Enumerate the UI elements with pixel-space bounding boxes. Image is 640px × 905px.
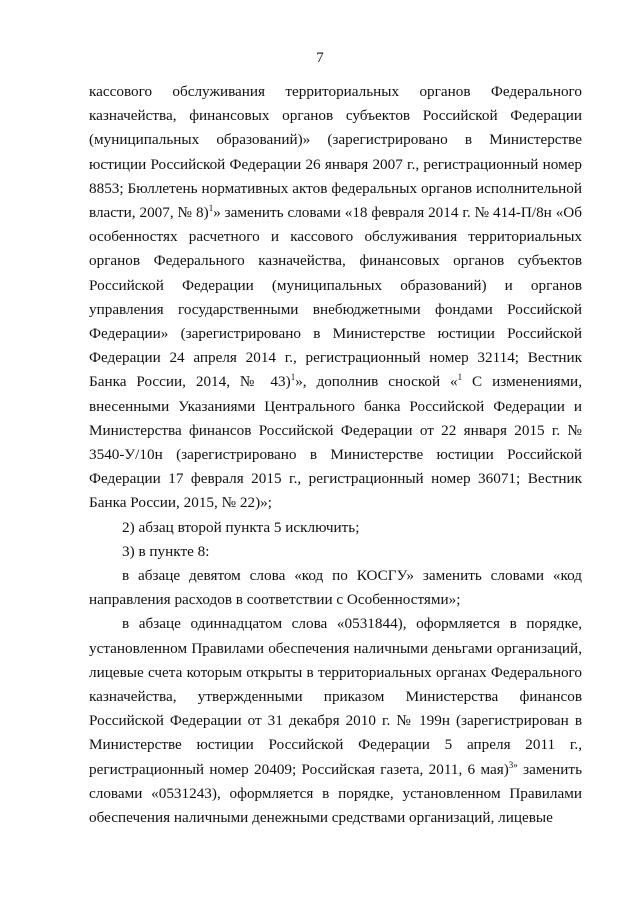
- paragraph: [89, 612, 582, 830]
- paragraph: [89, 540, 582, 564]
- page-number: 7: [316, 50, 324, 66]
- text-segment: » заменить словами «18 февраля 2014 г. № 414-П/8н «Об особенностях расчетного и кассового обслуживания территориальных органов Федерального казначейства, финансовых органов субъектов Российской Федерации (муниципальных образований) и органов управления государственными внебюджетными фондами Российской Федерации» (зарегистрировано в Министерстве юстиции Российской Федерации 24 апреля 2014 г., регистрационный номер 32114; Вестник Банка России, 2014, № 43): [89, 204, 582, 391]
- document-body: [89, 80, 582, 830]
- footnote-mark: 1: [208, 203, 214, 214]
- text-segment: 2) абзац второй пункта 5 исключить;: [122, 518, 360, 536]
- paragraph: [89, 80, 582, 516]
- footnote-mark: 1: [290, 372, 296, 383]
- text-segment: кассового обслуживания территориальных органов Федерального казначейства, финансовых органов субъектов Российской Федерации (муниципальных образований)» (зарегистрировано в Министерстве юстиции Российской Федерации 26 января 2007 г., регистрационный номер 8853; Бюллетень нормативных актов федеральных органов исполнительной власти, 2007, № 8): [89, 83, 582, 222]
- footnote-mark: 3»: [508, 759, 518, 770]
- text-segment: в абзаце девятом слова «код по КОСГУ» заменить словами «код направления расходов в соответствии с Особенностями»;: [89, 567, 582, 609]
- text-segment: С изменениями, внесенными Указаниями Центрального банка Российской Федерации и Министерства финансов Российской Федерации от 22 января 2015 г. № 3540-У/10н (зарегистрировано в Министерстве юстиции Российской Федерации 17 февраля 2015 г., регистрационный номер 36071; Вестник Банка России, 2015, № 22)»;: [89, 373, 582, 512]
- paragraph: [89, 564, 582, 612]
- text-segment: », дополнив сноской «: [295, 373, 458, 391]
- text-segment: в абзаце одиннадцатом слова «0531844), оформляется в порядке, установленном Правилами обеспечения наличными деньгами организаций, лицевые счета которым открыты в территориальных органах Федерального казначейства, утвержденными приказом Министерства финансов Российской Федерации от 31 декабря 2010 г. № 199н (зарегистрирован в Министерстве юстиции Российской Федерации 5 апреля 2011 г., регистрационный номер 20409; Российская газета, 2011, 6 мая): [89, 615, 582, 778]
- text-segment: заменить словами «0531243), оформляется в порядке, установленном Правилами обеспечения наличными денежными средствами организаций, лицевые: [89, 760, 582, 827]
- footnote-mark: 1: [457, 372, 463, 383]
- paragraph: [89, 516, 582, 540]
- text-segment: 3) в пункте 8:: [122, 542, 210, 560]
